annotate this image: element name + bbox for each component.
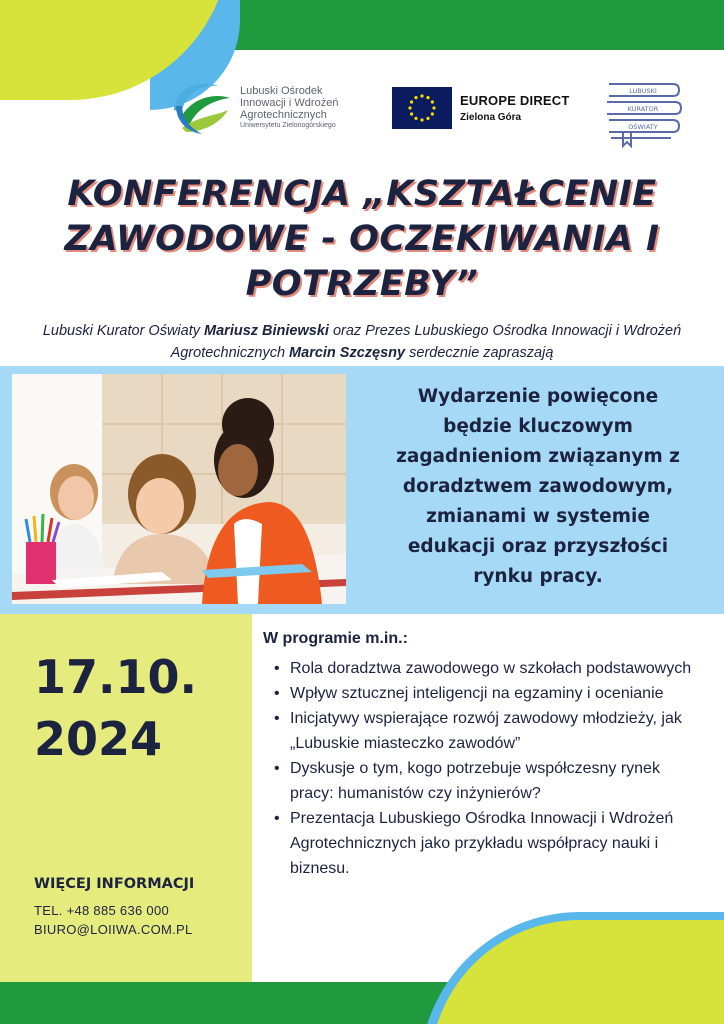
invite-name-1: Mariusz Biniewski — [204, 323, 329, 339]
program-heading: W programie m.in.: — [263, 630, 408, 647]
program-item: • Dyskusje o tym, kogo potrzebuje współczesny rynek pracy: humanistów czy inżynierów? — [266, 756, 706, 806]
lead-line-6: edukacji oraz przyszłości — [407, 536, 669, 557]
invite-part-4: serdecznie zapraszają — [405, 345, 554, 361]
event-date-year: 2024 — [34, 712, 163, 766]
invite-part-2: oraz Prezes Lubuskiego Ośrodka Innowacji i Wdrożeń — [328, 323, 682, 339]
lead-line-1: Wydarzenie powięcone — [417, 386, 659, 407]
lead-line-4: doradztwem zawodowym, — [402, 476, 674, 497]
program-item: • Prezentacja Lubuskiego Ośrodka Innowacji i Wdrożeń Agrotechnicznych jako przykładu współpracy nauki i biznesu. — [266, 806, 706, 881]
lead-line-5: zmianami w systemie — [426, 506, 650, 527]
europe-direct-city: Zielona Góra — [460, 112, 522, 123]
lead-text — [368, 382, 708, 592]
contact-phone[interactable]: TEL. +48 885 636 000 — [34, 903, 170, 918]
invitation-text — [20, 320, 704, 364]
loiiwa-logo — [168, 74, 373, 140]
title-line-2: ZAWODOWE - OCZEKIWANIA I — [64, 219, 660, 259]
kurator-line-1: LUBUSKI — [629, 87, 657, 95]
loiiwa-line-1: Lubuski Ośrodek — [240, 84, 323, 97]
europe-direct-logo — [392, 86, 582, 130]
lead-line-3: zagadnieniom związanym z — [396, 446, 680, 467]
eu-flag-icon — [392, 87, 452, 129]
invite-part-1: Lubuski Kurator Oświaty — [42, 323, 205, 339]
more-info-heading: WIĘCEJ INFORMACJI — [34, 876, 195, 892]
title-line-1: KONFERENCJA „KSZTAŁCENIE — [67, 174, 657, 214]
program-list — [266, 656, 706, 881]
europe-direct-title: EUROPE DIRECT — [460, 93, 570, 108]
loiiwa-line-2: Innowacji i Wdrożeń — [240, 96, 339, 109]
event-date — [34, 646, 249, 770]
loiiwa-swoosh-icon — [168, 76, 234, 138]
lead-line-2: będzie kluczowym — [443, 416, 633, 437]
bottom-lime-shape — [430, 920, 724, 1024]
books-icon — [603, 76, 683, 154]
kurator-line-2: KURATOR — [627, 105, 659, 113]
program-item: • Rola doradztwa zawodowego w szkołach podstawowych — [266, 656, 706, 681]
conference-title — [20, 172, 704, 307]
program-item: • Inicjatywy wspierające rozwój zawodowy młodzieży, jak „Lubuskie miasteczko zawodów” — [266, 706, 706, 756]
kurator-line-3: OŚWIATY — [628, 123, 658, 131]
loiiwa-line-3: Agrotechnicznych — [240, 108, 327, 121]
loiiwa-line-4: Uniwersytetu Zielonogórskiego — [240, 121, 336, 129]
title-line-3: POTRZEBY” — [245, 264, 479, 304]
program-item: • Wpływ sztucznej inteligencji na egzaminy i ocenianie — [266, 681, 706, 706]
contact-email[interactable]: BIURO@LOIIWA.COM.PL — [34, 922, 193, 937]
event-date-day-month: 17.10. — [34, 650, 197, 704]
invite-name-2: Marcin Szczęsny — [289, 345, 406, 361]
lead-line-7: rynku pracy. — [473, 566, 603, 587]
kurator-oswiaty-logo — [603, 76, 683, 154]
children-photo — [12, 374, 346, 604]
invite-part-3: Agrotechnicznych — [170, 345, 290, 361]
